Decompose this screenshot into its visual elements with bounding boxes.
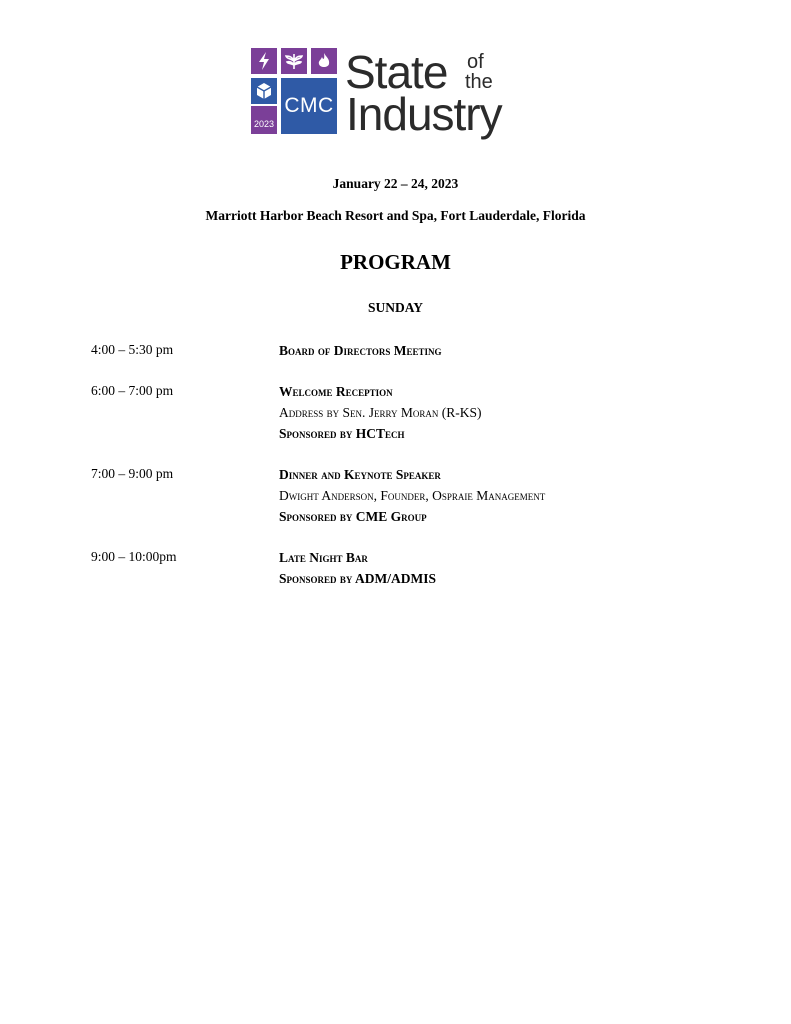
schedule-event-detail: Address by Sen. Jerry Moran (R-KS) <box>279 405 482 420</box>
cmc-logo-tile: CMC <box>281 78 337 134</box>
leaf-icon <box>281 48 307 74</box>
logo-word-industry: Industry <box>346 88 502 140</box>
schedule-event-title: Welcome Reception <box>279 384 393 399</box>
schedule-time: 9:00 – 10:00pm <box>91 549 177 564</box>
schedule-time: 7:00 – 9:00 pm <box>91 466 174 481</box>
page-title: PROGRAM <box>340 250 451 274</box>
cube-icon <box>251 78 277 104</box>
schedule-event-sponsor: Sponsored by ADM/ADMIS <box>279 571 437 586</box>
schedule-event-detail: Dwight Anderson, Founder, Ospraie Management <box>279 488 546 503</box>
schedule-event-sponsor: Sponsored by HCTech <box>279 426 405 441</box>
logo-year: 2023 <box>251 106 277 134</box>
flame-icon <box>311 48 337 74</box>
day-heading: SUNDAY <box>367 300 423 315</box>
event-venue: Marriott Harbor Beach Resort and Spa, Fort Lauderdale, Florida <box>205 208 586 223</box>
schedule-time: 4:00 – 5:30 pm <box>91 342 174 357</box>
logo-word-of: of <box>467 51 484 73</box>
schedule-event-sponsor: Sponsored by CME Group <box>279 509 427 524</box>
lightning-icon <box>251 48 277 74</box>
state-of-the-industry-logo <box>251 48 551 158</box>
logo-word-state: State <box>345 46 448 98</box>
schedule-event-title: Dinner and Keynote Speaker <box>279 467 441 482</box>
schedule-event-title: Late Night Bar <box>279 550 368 565</box>
event-dates: January 22 – 24, 2023 <box>332 176 459 191</box>
schedule-time: 6:00 – 7:00 pm <box>91 383 174 398</box>
logo-word-the: the <box>465 71 493 93</box>
schedule-event-title: Board of Directors Meeting <box>279 343 442 358</box>
